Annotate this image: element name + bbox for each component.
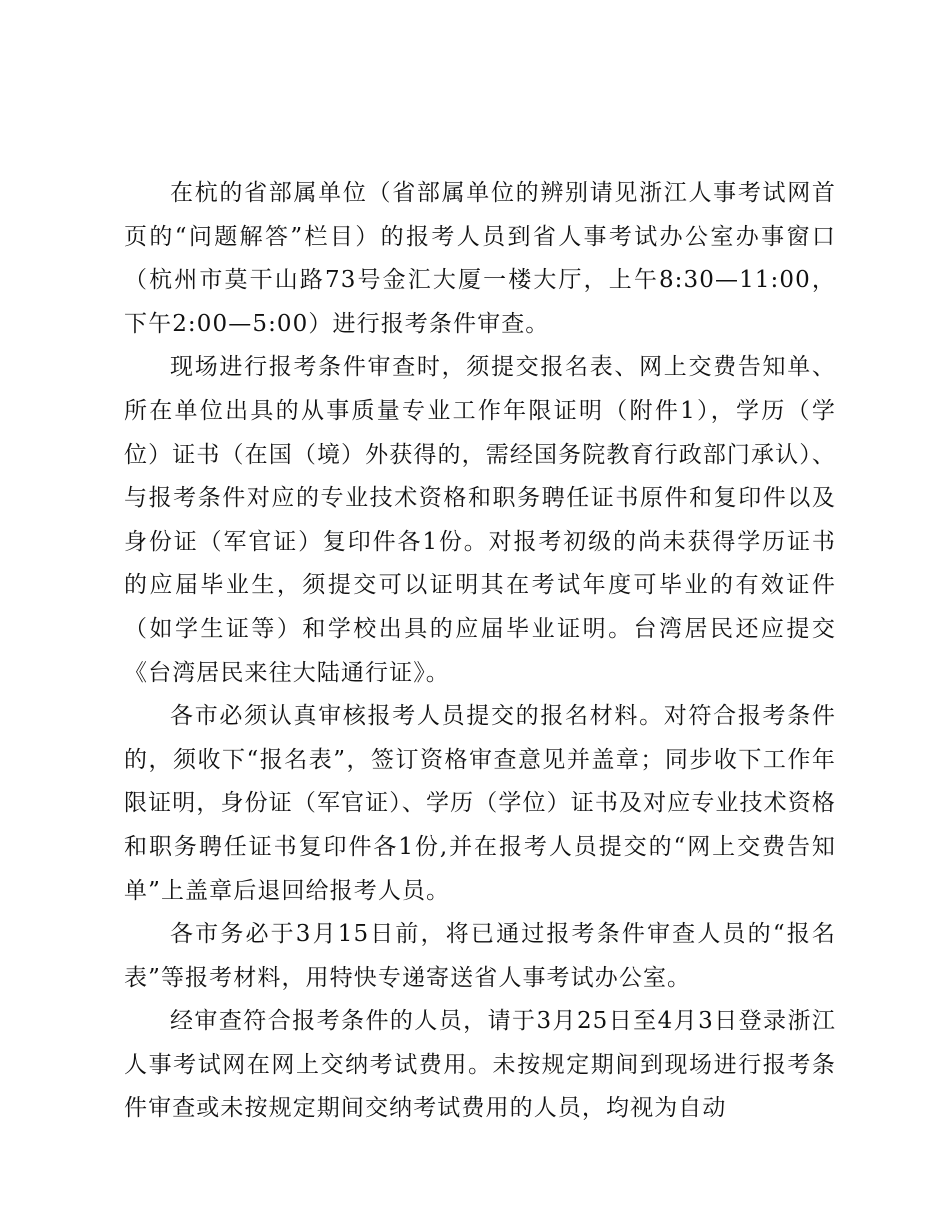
paragraph-onsite-review-materials: 现场进行报考条件审查时，须提交报名表、网上交费告知单、所在单位出具的从事质量专业工作年限证明（附件1），学历（学位）证书（在国（境）外获得的，需经国务院教育行政部门承认）、与报考条件对应的专业技术资格和职务聘任证书原件和复印件以及身份证（军官证）复印件各1份。对报考初级的尚未获得学历证书的应届毕业生，须提交可以证明其在考试年度可毕业的有效证件（如学生证等）和学校出具的应届毕业证明。台湾居民还应提交《台湾居民来往大陆通行证》。 xyxy=(124,354,836,686)
paragraph-mailing-deadline: 各市务必于3月15日前，将已通过报考条件审查人员的“报名表”等报考材料，用特快专递寄送省人事考试办公室。 xyxy=(124,921,836,991)
document-body xyxy=(124,172,836,1131)
paragraph-city-verification: 各市必须认真审核报考人员提交的报名材料。对符合报考条件的，须收下“报名表”，签订资格审查意见并盖章；同步收下工作年限证明，身份证（军官证）、学历（学位）证书及对应专业技术资格和职务聘任证书复印件各1份,并在报考人员提交的“网上交费告知单”上盖章后退回给报考人员。 xyxy=(124,703,836,904)
paragraph-online-payment: 经审查符合报考条件的人员，请于3月25日至4月3日登录浙江人事考试网在网上交纳考试费用。未按规定期间到现场进行报考条件审查或未按规定期间交纳考试费用的人员，均视为自动 xyxy=(124,1008,836,1122)
paragraph-provincial-units-review: 在杭的省部属单位（省部属单位的辨别请见浙江人事考试网首页的“问题解答”栏目）的报考人员到省人事考试办公室办事窗口（杭州市莫干山路73号金汇大厦一楼大厅，上午8:30—11:00，下午2:00—5:00）进行报考条件审查。 xyxy=(124,180,836,337)
